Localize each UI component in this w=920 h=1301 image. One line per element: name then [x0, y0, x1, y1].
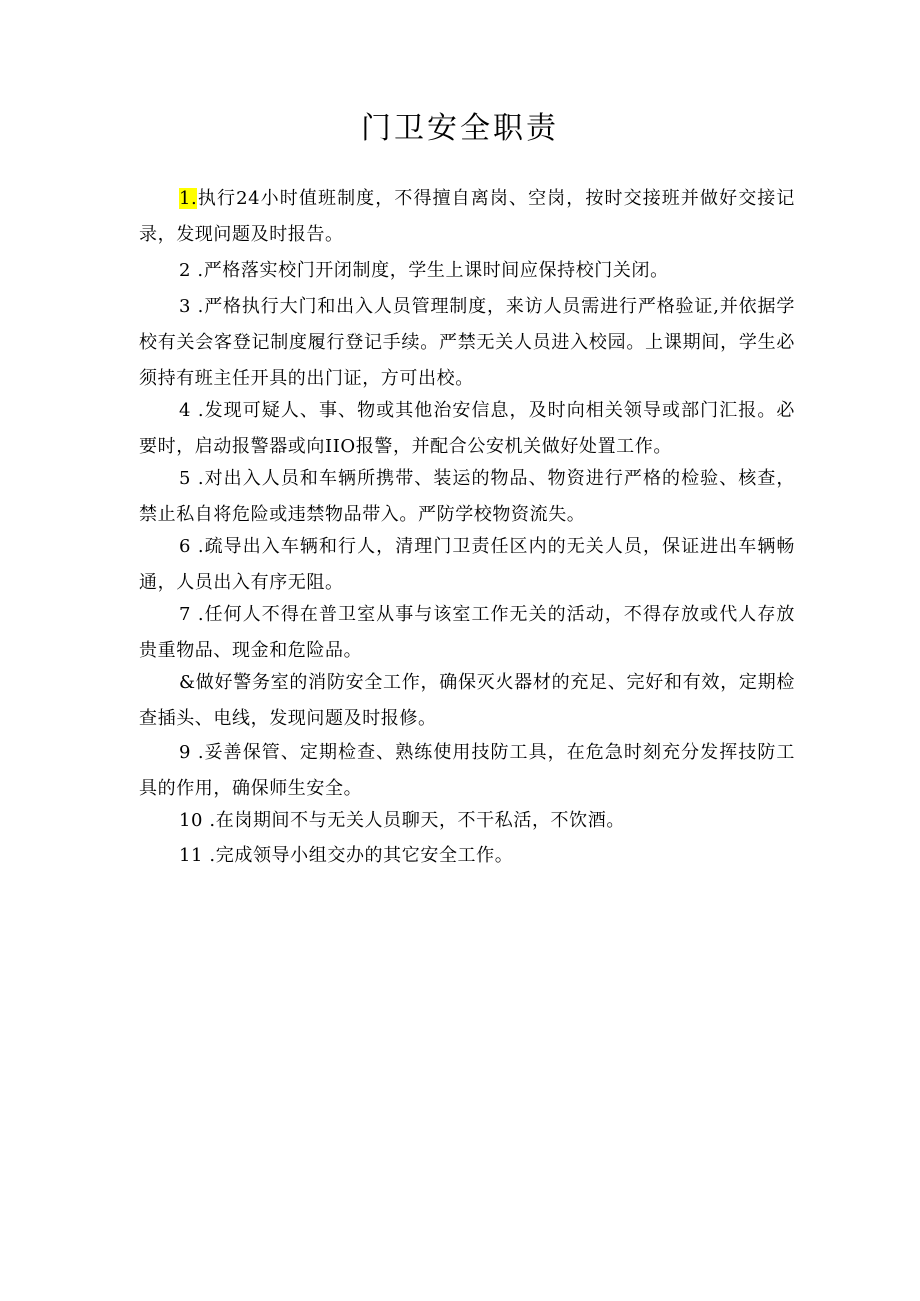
item-number: 5 .	[179, 468, 205, 489]
item-number: 11 .	[179, 845, 216, 866]
duty-item-7	[139, 597, 795, 669]
duty-item-5	[139, 461, 795, 533]
item-text: 疏导出入车辆和行人，清理门卫责任区内的无关人员，保证进出车辆畅通，人员出入有序无阻。	[139, 536, 795, 593]
document-title: 门卫安全职责	[361, 111, 559, 146]
item-text: 任何人不得在普卫室从事与该室工作无关的活动，不得存放或代人存放贵重物品、现金和危险品。	[139, 604, 795, 661]
item-number: 6 .	[179, 536, 205, 557]
item-text: 做好警务室的消防安全工作，确保灭火器材的充足、完好和有效，定期检查插头、电线，发现问题及时报修。	[139, 672, 795, 729]
item-text: 对出入人员和车辆所携带、装运的物品、物资进行严格的检验、核查，禁止私自将危险或违禁物品带入。严防学校物资流失。	[139, 468, 795, 525]
duty-item-9	[139, 735, 795, 807]
duty-item-8	[139, 665, 795, 737]
duty-item-6	[139, 529, 795, 601]
duty-item-10	[139, 803, 795, 839]
item-text: 执行24小时值班制度，不得擅自离岗、空岗，按时交接班并做好交接记录，发现问题及时报告。	[139, 188, 795, 245]
duty-item-11	[139, 838, 795, 874]
duty-item-1	[139, 181, 795, 253]
item-text: 完成领导小组交办的其它安全工作。	[215, 845, 514, 866]
duty-item-4	[139, 393, 795, 465]
item-text: 严格执行大门和出入人员管理制度，来访人员需进行严格验证,并依据学校有关会客登记制度履行登记手续。严禁无关人员进入校园。上课期间，学生必须持有班主任开具的出门证，方可出校。	[139, 296, 795, 389]
duty-item-2	[139, 253, 795, 289]
item-number: 7 .	[179, 604, 205, 625]
item-number-highlighted: 1.	[179, 188, 198, 209]
item-number: 9 .	[179, 742, 205, 763]
item-text: 妥善保管、定期检查、熟练使用技防工具，在危急时刻充分发挥技防工具的作用，确保师生安全。	[139, 742, 795, 799]
item-text: 发现可疑人、事、物或其他治安信息，及时向相关领导或部门汇报。必要时，启动报警器或向IIO报警，并配合公安机关做好处置工作。	[139, 400, 795, 457]
duty-item-3	[139, 289, 795, 397]
item-number: 4 .	[179, 400, 205, 421]
item-number: &	[179, 672, 196, 693]
item-text: 严格落实校门开闭制度，学生上课时间应保持校门关闭。	[203, 260, 669, 281]
item-number: 3 .	[179, 296, 204, 317]
item-number: 10 .	[179, 810, 216, 831]
item-number: 2 .	[179, 260, 204, 281]
item-text: 在岗期间不与无关人员聊天，不干私活，不饮酒。	[215, 810, 625, 831]
